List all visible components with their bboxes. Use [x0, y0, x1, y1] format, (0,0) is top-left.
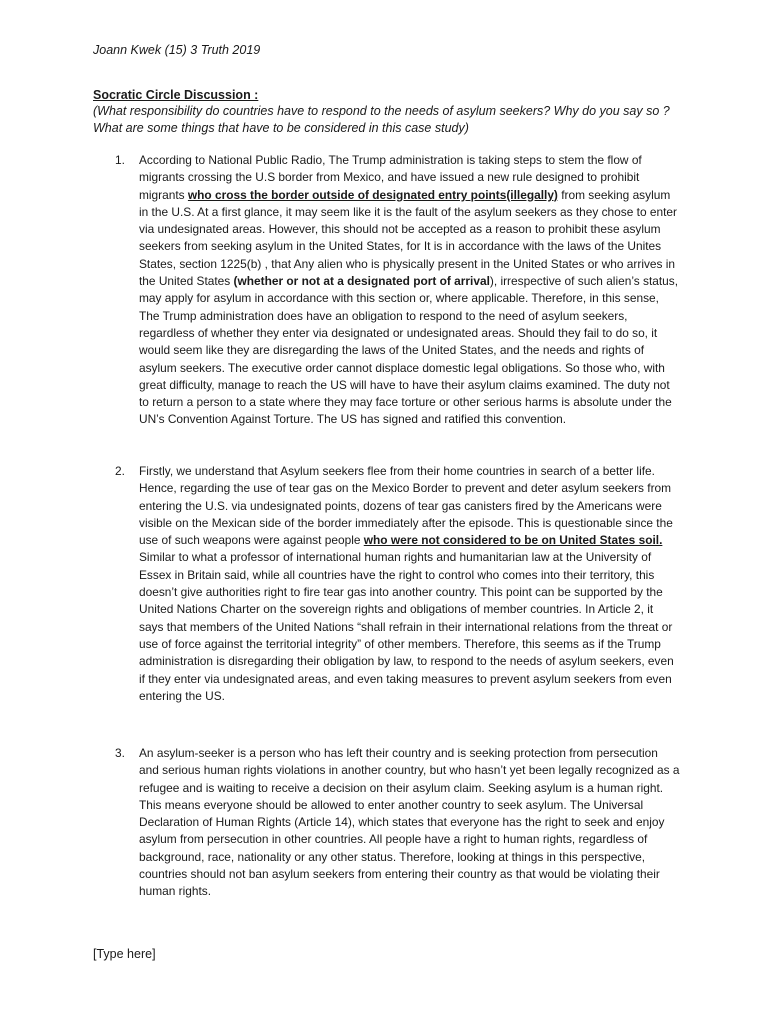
- list-item-number: 2.: [115, 464, 125, 478]
- emphasized-text: who were not considered to be on United States soil.: [363, 533, 663, 548]
- section-title: Socratic Circle Discussion :: [93, 88, 259, 102]
- paragraph-text: ), irrespective of such alien’s status, may apply for asylum in accordance with this section or, where applicable. Therefore, in this sense, The Trump administration does have an obligation to respond to the need of asylum seekers, regardless of whether they enter via designated or undesignated areas. Should they fail to do so, it would seem like they are disregarding the laws of the United States, and the needs and rights of asylum seekers. The executive order cannot displace domestic legal obligations. So those who, with great difficulty, manage to reach the US will have to have their asylum claims examined. The duty not to return a person to a state where they may face torture or other serious harms is absolute under the UN’s Convention Against Torture. The US has signed and ratified this convention.: [139, 274, 679, 427]
- list-item-number: 3.: [115, 746, 125, 760]
- list-item-3: [115, 745, 680, 901]
- emphasized-text: who cross the border outside of designated entry points(illegally): [187, 187, 558, 202]
- paragraph-text: An asylum-seeker is a person who has left their country and is seeking protection from persecution and serious human rights violations in another country, but who hasn’t yet been legally recognized as a refugee and is waiting to receive a decision on their asylum claim. Seeking asylum is a human right. This means everyone should be allowed to enter another country to seek asylum. The Universal Declaration of Human Rights (Article 14), which states that everyone has the right to seek and enjoy asylum from persecution in other countries. All people have a right to human rights, regardless of background, race, nationality or any other status. Therefore, looking at things in this perspective, countries should not ban asylum seekers from entering their country as that would be violating their human rights.: [139, 746, 680, 899]
- list-item-text: [139, 463, 680, 705]
- paragraph-text: Firstly, we understand that Asylum seekers flee from their home countries in search of a better life. Hence, regarding the use of tear gas on the Mexico Border to prevent and deter asylum seekers from entering the U.S. via undesignated points, dozens of tear gas canisters fired by the Americans were visible on the Mexican side of the border immediately after the episode. This is questionable since the use of such weapons were against people: [139, 464, 673, 548]
- paragraph-text: from seeking asylum in the U.S. At a first glance, it may seem like it is the fault of the asylum seekers as they chose to enter via undesignated areas. However, this should not be accepted as a reason to prohibit these asylum seekers from seeking asylum in the United States, for It is in accordance with the laws of the Unites States, section 1225(b) , that Any alien who is physically present in the United States or who arrives in the United States: [139, 187, 677, 289]
- discussion-prompt: (What responsibility do countries have to respond to the needs of asylum seekers? Why do you say so ? What are some things that have to be considered in this case study): [93, 104, 670, 135]
- list-item-2: [115, 463, 680, 705]
- list-item-number: 1.: [115, 153, 125, 167]
- paragraph-text: According to National Public Radio, The Trump administration is taking steps to stem the flow of migrants crossing the U.S border from Mexico, and have issued a new rule designed to prohibit migrants: [139, 153, 642, 202]
- emphasized-text: (whether or not at a designated port of arrival: [233, 274, 490, 289]
- list-item-1: [115, 152, 680, 429]
- list-item-text: [139, 745, 680, 901]
- document-header: Joann Kwek (15) 3 Truth 2019: [93, 43, 261, 57]
- paragraph-text: Similar to what a professor of international human rights and humanitarian law at the University of Essex in Britain said, while all countries have the right to control who comes into their territory, this doesn’t give authorities right to fire tear gas into another country. This point can be supported by the United Nations Charter on the sovereign rights and obligations of member countries. In Article 2, it says that members of the United Nations “shall refrain in their international relations from the threat or use of force against the territorial integrity” of other members. Therefore, this seems as if the Trump administration is disregarding their obligation by law, to respond to the needs of asylum seekers, even if they enter via undesignated areas, and even taking measures to prevent asylum seekers from even entering the US.: [139, 550, 674, 703]
- list-item-text: [139, 152, 680, 429]
- footer-placeholder: [Type here]: [93, 947, 156, 961]
